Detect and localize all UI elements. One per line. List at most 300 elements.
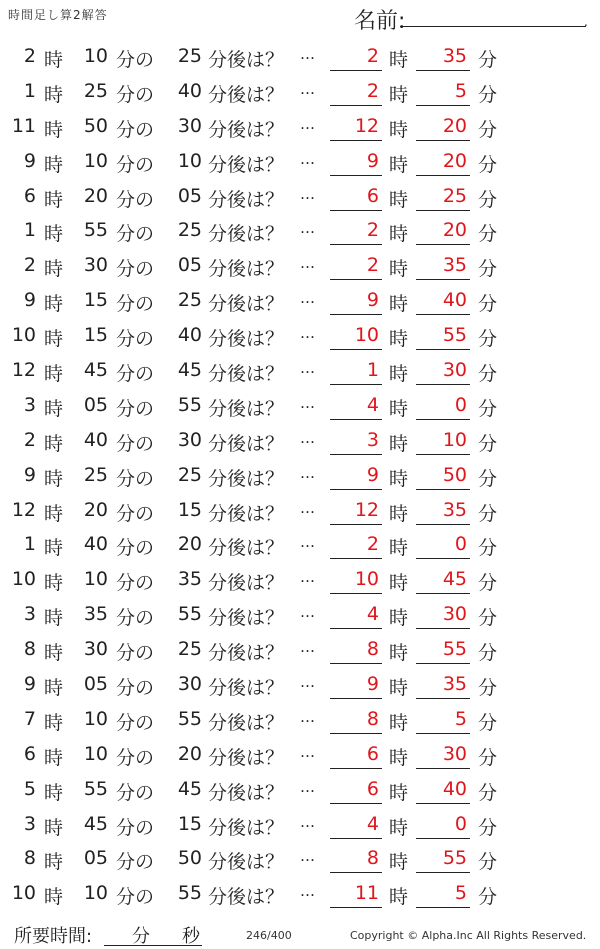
problem-added-minutes: 25	[177, 219, 202, 242]
answer-hour[interactable]: 10	[330, 568, 382, 594]
problem-start-minute: 40	[83, 428, 108, 451]
answer-minute[interactable]: 45	[416, 568, 470, 594]
problem-added-minutes: 30	[177, 428, 202, 451]
problem-start-hour: 1	[23, 533, 36, 556]
minute-of-unit: 分の	[116, 502, 155, 525]
problem-start-hour: 5	[23, 777, 36, 800]
minute-of-unit: 分の	[116, 711, 155, 734]
problem-start-minute: 30	[83, 638, 108, 661]
problem-added-minutes: 25	[177, 289, 202, 312]
problem-start-minute: 50	[83, 114, 108, 137]
problem-start-minute: 35	[83, 603, 108, 626]
answer-hour-unit: 時	[389, 49, 409, 71]
answer-minute-unit: 分	[478, 607, 498, 630]
problem-row	[0, 736, 600, 771]
problem-added-minutes: 20	[177, 533, 202, 556]
answer-minute-unit: 分	[478, 746, 498, 769]
minutes-after-question: 分後は？	[208, 502, 285, 525]
problem-row	[0, 422, 600, 457]
minutes-after-question: 分後は？	[208, 607, 285, 630]
page-number: 246/400	[246, 929, 292, 942]
problem-added-minutes: 10	[177, 149, 202, 172]
answer-hour[interactable]: 2	[330, 80, 382, 106]
answer-hour[interactable]: 9	[330, 673, 382, 699]
problem-start-minute: 20	[83, 184, 108, 207]
minutes-after-question: 分後は？	[208, 781, 285, 804]
problem-added-minutes: 15	[177, 498, 202, 521]
minutes-after-question: 分後は？	[208, 467, 285, 490]
answer-hour-unit: 時	[389, 467, 409, 490]
minutes-after-question: 分後は？	[208, 432, 285, 455]
problem-added-minutes: 05	[177, 254, 202, 277]
answer-minute[interactable]: 40	[416, 289, 470, 315]
problem-row	[0, 352, 600, 387]
hour-unit: 時	[44, 572, 64, 595]
answer-hour-unit: 時	[389, 397, 409, 420]
minute-of-unit: 分の	[116, 467, 155, 490]
answer-minute-unit: 分	[478, 537, 498, 560]
hour-unit: 時	[44, 642, 64, 665]
problem-row	[0, 38, 600, 73]
minute-of-unit: 分の	[116, 118, 155, 141]
answer-minute[interactable]: 5	[416, 882, 470, 908]
minutes-after-question: 分後は？	[208, 258, 285, 281]
minutes-after-question: 分後は？	[208, 153, 285, 176]
answer-minute-unit: 分	[478, 293, 498, 316]
minutes-after-question: 分後は？	[208, 293, 285, 316]
minutes-after-question: 分後は？	[208, 746, 285, 769]
problem-added-minutes: 50	[177, 847, 202, 870]
problem-row	[0, 108, 600, 143]
hour-unit: 時	[44, 781, 64, 804]
problem-start-minute: 05	[83, 673, 108, 696]
problem-start-hour: 9	[23, 289, 36, 312]
hour-unit: 時	[44, 537, 64, 560]
answer-minute-unit: 分	[478, 851, 498, 874]
answer-hour-unit: 時	[389, 677, 409, 700]
second-unit: 秒	[182, 926, 200, 947]
problem-start-hour: 3	[23, 603, 36, 626]
problem-start-hour: 9	[23, 149, 36, 172]
answer-minute-unit: 分	[478, 223, 498, 246]
problem-start-minute: 45	[83, 812, 108, 835]
problem-start-hour: 8	[23, 638, 36, 661]
problem-start-minute: 45	[83, 359, 108, 382]
answer-minute[interactable]: 20	[416, 150, 470, 176]
minute-of-unit: 分の	[116, 293, 155, 316]
problem-row	[0, 178, 600, 213]
problem-start-minute: 10	[83, 45, 108, 67]
hour-unit: 時	[44, 886, 64, 909]
answer-minute-unit: 分	[478, 711, 498, 734]
answer-hour[interactable]: 4	[330, 394, 382, 420]
problem-row	[0, 561, 600, 596]
answer-hour-unit: 時	[389, 746, 409, 769]
ellipsis: …	[300, 45, 315, 63]
problem-added-minutes: 55	[177, 393, 202, 416]
hour-unit: 時	[44, 502, 64, 525]
ellipsis: …	[300, 847, 315, 866]
answer-minute-unit: 分	[478, 258, 498, 281]
answer-minute-unit: 分	[478, 188, 498, 211]
problem-row	[0, 143, 600, 178]
ellipsis: …	[300, 812, 315, 831]
hour-unit: 時	[44, 397, 64, 420]
answer-hour[interactable]: 1	[330, 359, 382, 385]
minutes-after-question: 分後は？	[208, 328, 285, 351]
hour-unit: 時	[44, 432, 64, 455]
ellipsis: …	[300, 603, 315, 622]
problem-start-hour: 3	[23, 812, 36, 835]
answer-minute[interactable]: 0	[416, 813, 470, 839]
minute-unit: 分	[132, 926, 150, 947]
answer-minute[interactable]: 30	[416, 603, 470, 629]
minutes-after-question: 分後は？	[208, 677, 285, 700]
problem-added-minutes: 55	[177, 603, 202, 626]
ellipsis: …	[300, 184, 315, 203]
answer-minute[interactable]: 35	[416, 254, 470, 280]
answer-hour-unit: 時	[389, 502, 409, 525]
problem-row	[0, 596, 600, 631]
minute-of-unit: 分の	[116, 397, 155, 420]
answer-minute-unit: 分	[478, 502, 498, 525]
hour-unit: 時	[44, 153, 64, 176]
minutes-after-question: 分後は？	[208, 537, 285, 560]
problem-added-minutes: 25	[177, 463, 202, 486]
problem-start-minute: 30	[83, 254, 108, 277]
minutes-after-question: 分後は？	[208, 49, 285, 71]
answer-minute-unit: 分	[478, 467, 498, 490]
answer-minute[interactable]: 40	[416, 778, 470, 804]
minute-of-unit: 分の	[116, 642, 155, 665]
hour-unit: 時	[44, 83, 64, 106]
answer-hour[interactable]: 4	[330, 603, 382, 629]
answer-hour-unit: 時	[389, 886, 409, 909]
hour-unit: 時	[44, 49, 64, 71]
answer-hour-unit: 時	[389, 118, 409, 141]
problem-row	[0, 492, 600, 527]
copyright-notice: Copyright © Alpha.Inc All Rights Reserved.	[350, 929, 587, 942]
problem-start-hour: 1	[23, 219, 36, 242]
problem-row	[0, 666, 600, 701]
ellipsis: …	[300, 673, 315, 692]
problem-added-minutes: 25	[177, 638, 202, 661]
ellipsis: …	[300, 707, 315, 726]
answer-hour-unit: 時	[389, 153, 409, 176]
problem-added-minutes: 20	[177, 742, 202, 765]
minute-of-unit: 分の	[116, 328, 155, 351]
minute-of-unit: 分の	[116, 572, 155, 595]
answer-hour-unit: 時	[389, 572, 409, 595]
answer-hour-unit: 時	[389, 432, 409, 455]
ellipsis: …	[300, 568, 315, 587]
answer-hour[interactable]: 9	[330, 150, 382, 176]
problem-start-hour: 2	[23, 45, 36, 67]
problem-added-minutes: 35	[177, 568, 202, 591]
problem-start-hour: 10	[11, 882, 36, 905]
answer-hour[interactable]: 11	[330, 882, 382, 908]
minutes-after-question: 分後は？	[208, 397, 285, 420]
answer-minute-unit: 分	[478, 328, 498, 351]
answer-minute-unit: 分	[478, 642, 498, 665]
problem-start-minute: 10	[83, 149, 108, 172]
answer-minute-unit: 分	[478, 781, 498, 804]
minute-of-unit: 分の	[116, 223, 155, 246]
problem-added-minutes: 45	[177, 777, 202, 800]
problem-row	[0, 806, 600, 841]
problem-start-minute: 10	[83, 707, 108, 730]
problem-added-minutes: 45	[177, 359, 202, 382]
problem-start-minute: 10	[83, 568, 108, 591]
problem-added-minutes: 30	[177, 114, 202, 137]
answer-minute-unit: 分	[478, 363, 498, 386]
minute-of-unit: 分の	[116, 432, 155, 455]
problem-start-minute: 25	[83, 79, 108, 102]
ellipsis: …	[300, 254, 315, 273]
problem-added-minutes: 55	[177, 707, 202, 730]
answer-hour[interactable]: 3	[330, 429, 382, 455]
name-line[interactable]	[400, 26, 586, 27]
minute-of-unit: 分の	[116, 851, 155, 874]
problem-added-minutes: 40	[177, 324, 202, 347]
hour-unit: 時	[44, 711, 64, 734]
minute-of-unit: 分の	[116, 49, 155, 71]
minute-of-unit: 分の	[116, 363, 155, 386]
minute-of-unit: 分の	[116, 258, 155, 281]
answer-minute[interactable]: 50	[416, 464, 470, 490]
answer-minute-unit: 分	[478, 886, 498, 909]
hour-unit: 時	[44, 607, 64, 630]
problem-row	[0, 212, 600, 247]
problem-row	[0, 247, 600, 282]
answer-hour[interactable]: 6	[330, 185, 382, 211]
problem-start-hour: 9	[23, 673, 36, 696]
answer-hour[interactable]: 8	[330, 847, 382, 873]
minute-of-unit: 分の	[116, 188, 155, 211]
problem-start-minute: 55	[83, 777, 108, 800]
answer-hour[interactable]: 2	[330, 533, 382, 559]
answer-minute[interactable]: 35	[416, 45, 470, 71]
problem-start-hour: 11	[11, 114, 36, 137]
answer-minute-unit: 分	[478, 677, 498, 700]
ellipsis: …	[300, 498, 315, 517]
minute-of-unit: 分の	[116, 677, 155, 700]
answer-hour-unit: 時	[389, 781, 409, 804]
answer-minute[interactable]: 10	[416, 429, 470, 455]
ellipsis: …	[300, 638, 315, 657]
problem-added-minutes: 55	[177, 882, 202, 905]
minutes-after-question: 分後は？	[208, 83, 285, 106]
minute-of-unit: 分の	[116, 153, 155, 176]
answer-hour-unit: 時	[389, 188, 409, 211]
answer-minute-unit: 分	[478, 49, 498, 71]
hour-unit: 時	[44, 677, 64, 700]
minute-of-unit: 分の	[116, 83, 155, 106]
ellipsis: …	[300, 289, 315, 308]
answer-hour[interactable]: 12	[330, 115, 382, 141]
minute-of-unit: 分の	[116, 781, 155, 804]
minutes-after-question: 分後は？	[208, 188, 285, 211]
minutes-after-question: 分後は？	[208, 642, 285, 665]
problem-row	[0, 840, 600, 875]
minute-of-unit: 分の	[116, 746, 155, 769]
answer-hour[interactable]: 2	[330, 254, 382, 280]
ellipsis: …	[300, 219, 315, 238]
problem-row	[0, 701, 600, 736]
hour-unit: 時	[44, 746, 64, 769]
ellipsis: …	[300, 359, 315, 378]
answer-minute-unit: 分	[478, 397, 498, 420]
answer-hour[interactable]: 10	[330, 324, 382, 350]
answer-minute[interactable]: 30	[416, 743, 470, 769]
hour-unit: 時	[44, 851, 64, 874]
minutes-after-question: 分後は？	[208, 363, 285, 386]
problem-start-minute: 10	[83, 882, 108, 905]
answer-hour[interactable]: 2	[330, 219, 382, 245]
hour-unit: 時	[44, 188, 64, 211]
problem-start-hour: 2	[23, 428, 36, 451]
problem-start-minute: 25	[83, 463, 108, 486]
problem-added-minutes: 05	[177, 184, 202, 207]
hour-unit: 時	[44, 816, 64, 839]
problem-start-minute: 15	[83, 324, 108, 347]
answer-minute[interactable]: 20	[416, 115, 470, 141]
problem-added-minutes: 40	[177, 79, 202, 102]
problem-row	[0, 875, 600, 910]
ellipsis: …	[300, 742, 315, 761]
problem-start-minute: 55	[83, 219, 108, 242]
ellipsis: …	[300, 114, 315, 133]
problem-list	[0, 38, 600, 910]
problem-added-minutes: 15	[177, 812, 202, 835]
answer-hour[interactable]: 12	[330, 499, 382, 525]
answer-hour[interactable]: 4	[330, 813, 382, 839]
problem-start-minute: 05	[83, 847, 108, 870]
minute-of-unit: 分の	[116, 537, 155, 560]
answer-minute-unit: 分	[478, 432, 498, 455]
problem-start-hour: 1	[23, 79, 36, 102]
answer-hour-unit: 時	[389, 83, 409, 106]
problem-start-minute: 15	[83, 289, 108, 312]
answer-hour-unit: 時	[389, 293, 409, 316]
hour-unit: 時	[44, 467, 64, 490]
problem-row	[0, 631, 600, 666]
problem-start-hour: 7	[23, 707, 36, 730]
answer-minute-unit: 分	[478, 118, 498, 141]
problem-start-minute: 20	[83, 498, 108, 521]
problem-row	[0, 771, 600, 806]
answer-hour[interactable]: 2	[330, 45, 382, 71]
minute-of-unit: 分の	[116, 886, 155, 909]
answer-minute-unit: 分	[478, 816, 498, 839]
problem-row	[0, 526, 600, 561]
answer-minute[interactable]: 30	[416, 359, 470, 385]
answer-minute[interactable]: 35	[416, 673, 470, 699]
answer-hour[interactable]: 9	[330, 464, 382, 490]
answer-hour-unit: 時	[389, 223, 409, 246]
time-required-field[interactable]	[104, 922, 202, 946]
answer-hour[interactable]: 9	[330, 289, 382, 315]
minutes-after-question: 分後は？	[208, 851, 285, 874]
worksheet-title: 時間足し算2解答	[8, 8, 108, 22]
answer-minute[interactable]: 35	[416, 499, 470, 525]
minutes-after-question: 分後は？	[208, 816, 285, 839]
ellipsis: …	[300, 463, 315, 482]
problem-start-hour: 2	[23, 254, 36, 277]
problem-start-hour: 12	[11, 498, 36, 521]
answer-hour-unit: 時	[389, 258, 409, 281]
minutes-after-question: 分後は？	[208, 118, 285, 141]
answer-minute[interactable]: 20	[416, 219, 470, 245]
problem-start-minute: 10	[83, 742, 108, 765]
answer-hour-unit: 時	[389, 328, 409, 351]
answer-hour-unit: 時	[389, 816, 409, 839]
time-required-label: 所要時間:	[14, 926, 93, 947]
minutes-after-question: 分後は？	[208, 223, 285, 246]
problem-start-hour: 6	[23, 184, 36, 207]
answer-hour[interactable]: 8	[330, 708, 382, 734]
answer-minute[interactable]: 0	[416, 394, 470, 420]
problem-row	[0, 457, 600, 492]
problem-start-minute: 05	[83, 393, 108, 416]
problem-row	[0, 73, 600, 108]
problem-start-minute: 40	[83, 533, 108, 556]
minute-of-unit: 分の	[116, 607, 155, 630]
minute-of-unit: 分の	[116, 816, 155, 839]
problem-row	[0, 387, 600, 422]
name-dot: .	[584, 15, 588, 29]
answer-minute[interactable]: 55	[416, 324, 470, 350]
problem-row	[0, 317, 600, 352]
problem-start-hour: 10	[11, 324, 36, 347]
answer-hour-unit: 時	[389, 642, 409, 665]
answer-minute[interactable]: 5	[416, 708, 470, 734]
ellipsis: …	[300, 149, 315, 168]
problem-start-hour: 12	[11, 359, 36, 382]
ellipsis: …	[300, 882, 315, 901]
ellipsis: …	[300, 428, 315, 447]
problem-start-hour: 9	[23, 463, 36, 486]
hour-unit: 時	[44, 293, 64, 316]
hour-unit: 時	[44, 328, 64, 351]
ellipsis: …	[300, 393, 315, 412]
answer-hour[interactable]: 6	[330, 778, 382, 804]
problem-start-hour: 10	[11, 568, 36, 591]
answer-hour[interactable]: 6	[330, 743, 382, 769]
answer-minute[interactable]: 0	[416, 533, 470, 559]
answer-hour-unit: 時	[389, 363, 409, 386]
ellipsis: …	[300, 79, 315, 98]
problem-row	[0, 282, 600, 317]
ellipsis: …	[300, 533, 315, 552]
answer-hour-unit: 時	[389, 607, 409, 630]
answer-minute[interactable]: 55	[416, 638, 470, 664]
answer-hour-unit: 時	[389, 711, 409, 734]
ellipsis: …	[300, 324, 315, 343]
answer-minute[interactable]: 5	[416, 80, 470, 106]
answer-hour-unit: 時	[389, 537, 409, 560]
answer-minute[interactable]: 55	[416, 847, 470, 873]
answer-minute-unit: 分	[478, 153, 498, 176]
hour-unit: 時	[44, 258, 64, 281]
answer-hour[interactable]: 8	[330, 638, 382, 664]
answer-minute[interactable]: 25	[416, 185, 470, 211]
name-label: 名前:	[354, 9, 406, 34]
answer-hour-unit: 時	[389, 851, 409, 874]
hour-unit: 時	[44, 363, 64, 386]
problem-start-hour: 3	[23, 393, 36, 416]
problem-added-minutes: 30	[177, 673, 202, 696]
